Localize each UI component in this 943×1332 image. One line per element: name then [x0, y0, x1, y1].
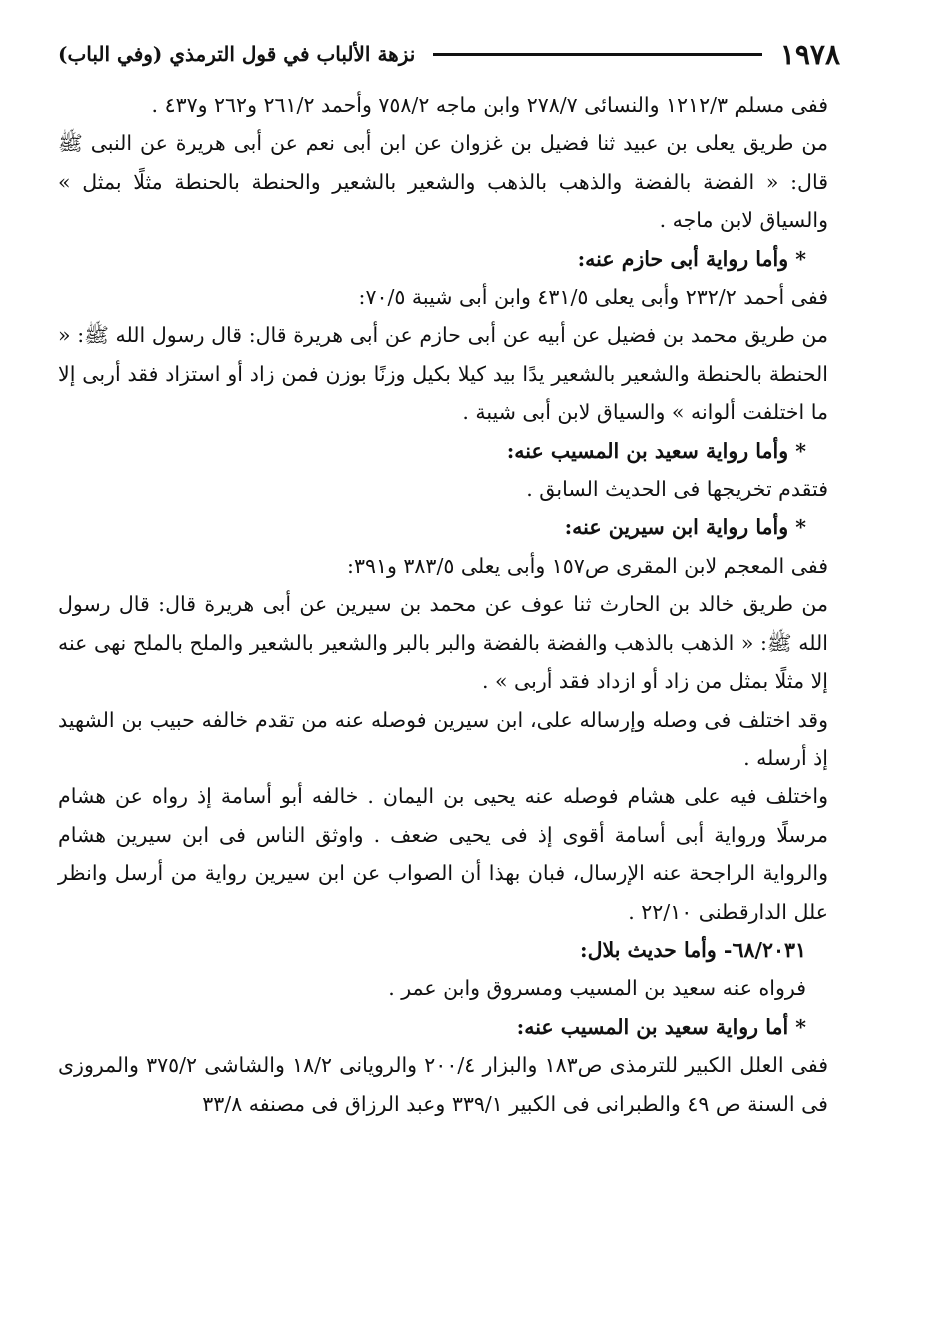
paragraph-4: ففى أحمد ٢٣٢/٢ وأبى يعلى ٤٣١/٥ وابن أبى شيبة ٧٠/٥: — [358, 285, 828, 310]
header-rule — [433, 53, 762, 56]
paragraph-14: فرواه عنه سعيد بن المسيب ومسروق وابن عمر . — [388, 976, 806, 1001]
paragraph-1: ففى مسلم ١٢١٢/٣ والنسائى ٢٧٨/٧ وابن ماجه ٧٥٨/٢ وأحمد ٢٦١/٢ و٢٦٢ و٤٣٧ . — [151, 93, 828, 117]
paragraph-5: من طريق محمد بن فضيل عن أبيه عن أبى حازم عن أبى هريرة قال: قال رسول الله ﷺ: « الحنطة بالحنطة والشعير بالشعير يدًا بيد كيلا بكيل وزنًا بوزن فمن زاد أو استزاد فقد أربى إلا ما اختلفت ألوانه » والسياق لابن أبى شيبة . — [58, 323, 828, 425]
paragraph-2: من طريق يعلى بن عبيد ثنا فضيل بن غزوان عن ابن أبى نعم عن أبى هريرة عن النبى ﷺ قال: « الفضة بالفضة والذهب بالذهب والشعير بالشعير والحنطة بالحنطة مثلًا بمثل » والسياق لابن ماجه . — [58, 131, 828, 233]
paragraph-7: فتقدم تخريجها فى الحديث السابق . — [526, 477, 828, 502]
section-heading: * وأما رواية ابن سيرين عنه: — [564, 515, 806, 540]
section-heading: * وأما رواية سعيد بن المسيب عنه: — [506, 438, 806, 463]
paragraph-12: واختلف فيه على هشام فوصله عنه يحيى بن اليمان . خالفه أبو أسامة إذ رواه عن هشام مرسلًا ورواية أبى أسامة أقوى إذ فى يحيى ضعف . واوثق الناس فى ابن سيرين هشام والرواية الراجحة عنه الإرسال، فبان بهذا أن الصواب عن ابن سيرين رواية من أرسل وانظر علل الدارقطنى ٢٢/١٠ . — [58, 784, 828, 924]
section-heading: * وأما رواية أبى حازم عنه: — [577, 246, 806, 271]
paragraph-16: ففى العلل الكبير للترمذى ص١٨٣ والبزار ٢٠٠/٤ والرويانى ١٨/٢ والشاشى ٣٧٥/٢ والمروزى فى السنة ص ٤٩ والطبرانى فى الكبير ٣٣٩/١ وعبد الرزاق فى مصنفه ٣٣/٨ — [58, 1053, 828, 1116]
section-heading: * أما رواية سعيد بن المسيب عنه: — [516, 1014, 806, 1039]
page-body — [58, 86, 840, 1123]
paragraph-9: ففى المعجم لابن المقرى ص١٥٧ وأبى يعلى ٣٨٣/٥ و٣٩١: — [347, 553, 828, 578]
hadith-heading: ٦٨/٢٠٣١- وأما حديث بلال: — [580, 937, 806, 962]
paragraph-10: من طريق خالد بن الحارث ثنا عوف عن محمد بن سيرين عن أبى هريرة قال: قال رسول الله ﷺ: « الذهب بالذهب والفضة بالفضة والبر بالبر والشعير بالشعير والملح بالملح نهى عنه إلا مثلًا بمثل من زاد أو ازداد فقد أربى » . — [58, 592, 828, 694]
page-number: ١٩٧٨ — [779, 37, 840, 71]
running-title: نزهة الألباب في قول الترمذي (وفي الباب) — [58, 42, 416, 66]
page-header — [58, 34, 840, 74]
paragraph-11: وقد اختلف فى وصله وإرساله على، ابن سيرين فوصله عنه من تقدم خالفه حبيب بن الشهيد إذ أرسله . — [58, 707, 828, 770]
